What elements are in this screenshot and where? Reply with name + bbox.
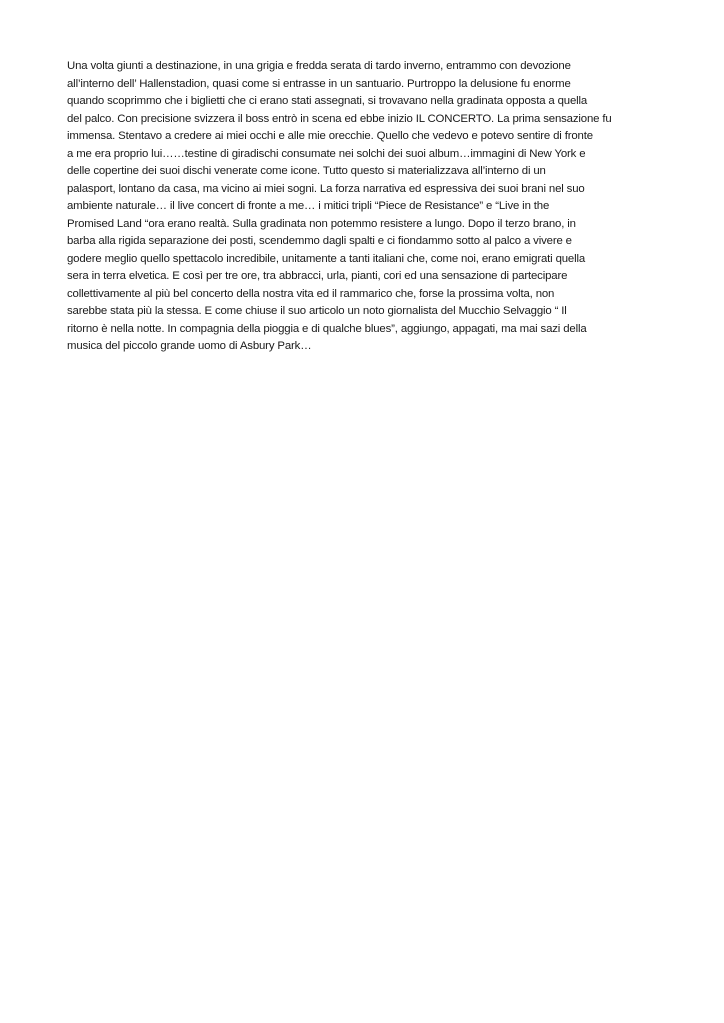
paragraph-line: ambiente naturale… il live concert di fronte a me… i mitici tripli “Piece de Resistance” e “Live in the (67, 200, 550, 212)
paragraph-line: ritorno è nella notte. In compagnia della pioggia e di qualche blues”, aggiungo, appagati, ma mai sazi della (67, 322, 587, 335)
paragraph-line: del palco. Con precisione svizzera il boss entrò in scena ed ebbe inizio IL CONCERTO. La prima sensazione fu (67, 112, 612, 125)
paragraph-line: a me era proprio lui……testine di giradischi consumate nei solchi dei suoi album…immagini di New York e (67, 147, 586, 160)
paragraph-line: sarebbe stata più la stessa. E come chiuse il suo articolo un noto giornalista del Mucchio Selvaggio “ Il (67, 305, 567, 317)
paragraph-line: immensa. Stentavo a credere ai miei occhi e alle mie orecchie. Quello che vedevo e potevo sentire di fronte (67, 130, 593, 142)
paragraph-line: Promised Land “ora erano realtà. Sulla gradinata non potemmo resistere a lungo. Dopo il terzo brano, in (67, 217, 576, 230)
paragraph-line: godere meglio quello spettacolo incredibile, unitamente a tanti italiani che, come noi, erano emigrati quella (67, 252, 586, 265)
paragraph-line: all’interno dell’ Hallenstadion, quasi come si entrasse in un santuario. Purtroppo la delusione fu enorme (67, 77, 571, 90)
paragraph-line: collettivamente al più bel concerto della nostra vita ed il rammarico che, forse la prossima volta, non (67, 287, 555, 300)
paragraph-line: palasport, lontano da casa, ma vicino ai miei sogni. La forza narrativa ed espressiva dei suoi brani nel suo (67, 182, 585, 195)
paragraph-line: delle copertine dei suoi dischi venerate come icone. Tutto questo si materializzava all’interno di un (67, 165, 546, 177)
body-paragraph (67, 58, 661, 356)
paragraph-line: Una volta giunti a destinazione, in una grigia e fredda serata di tardo inverno, entrammo con devozione (67, 60, 571, 72)
paragraph-line: barba alla rigida separazione dei posti, scendemmo dagli spalti e ci fiondammo sotto al palco a vivere e (67, 235, 572, 247)
paragraph-line: quando scoprimmo che i biglietti che ci erano stati assegnati, si trovavano nella gradinata opposta a quella (67, 95, 588, 107)
paragraph-line: sera in terra elvetica. E così per tre ore, tra abbracci, urla, pianti, cori ed una sensazione di partecipare (67, 270, 568, 282)
paragraph-line: musica del piccolo grande uomo di Asbury Park… (67, 340, 312, 352)
